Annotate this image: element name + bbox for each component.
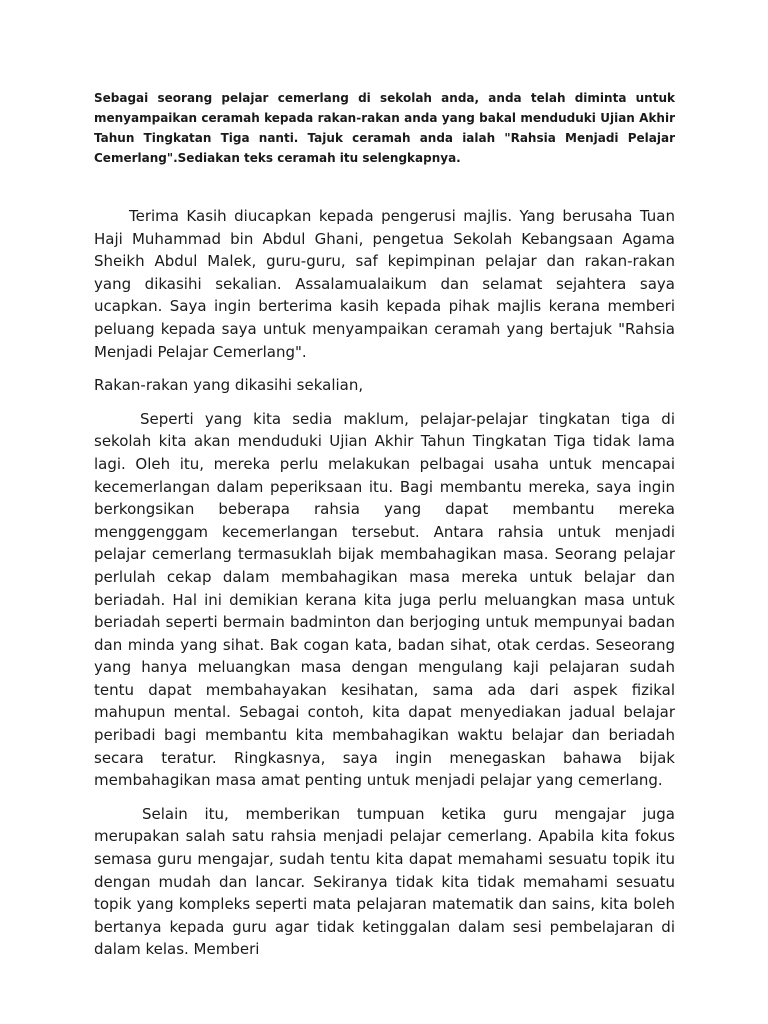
essay-question: Sebagai seorang pelajar cemerlang di sekolah anda, anda telah diminta untuk menyampaikan ceramah kepada rakan-rakan anda yang bakal menduduki Ujian Akhir Tahun Tingkatan Tiga nanti. Tajuk ceramah anda ialah "Rahsia Menjadi Pelajar Cemerlang".Sediakan teks ceramah itu selengkapnya.: [94, 91, 675, 165]
paragraph-opening: Terima Kasih diucapkan kepada pengerusi majlis. Yang berusaha Tuan Haji Muhammad bin Abdul Ghani, pengetua Sekolah Kebangsaan Agama Sheikh Abdul Malek, guru-guru, saf kepimpinan pelajar dan rakan-rakan yang dikasihi sekalian. Assalamualaikum dan selamat sejahtera saya ucapkan. Saya ingin berterima kasih kepada pihak majlis kerana memberi peluang kepada saya untuk menyampaikan ceramah yang bertajuk "Rahsia Menjadi Pelajar Cemerlang".: [94, 207, 675, 361]
essay-body: [94, 205, 675, 972]
paragraph-focus-in-class: Selain itu, memberikan tumpuan ketika guru mengajar juga merupakan salah satu rahsia menjadi pelajar cemerlang. Apabila kita fokus semasa guru mengajar, sudah tentu kita dapat memahami sesuatu topik itu dengan mudah dan lancar. Sekiranya tidak kita tidak memahami sesuatu topik yang kompleks seperti mata pelajaran matematik dan sains, kita boleh bertanya kepada guru agar tidak ketinggalan dalam sesi pembelajaran di dalam kelas. Memberi: [94, 804, 675, 959]
paragraph-greeting: Rakan-rakan yang dikasihi sekalian,: [94, 376, 364, 395]
paragraph-time-management: Seperti yang kita sedia maklum, pelajar-pelajar tingkatan tiga di sekolah kita akan menduduki Ujian Akhir Tahun Tingkatan Tiga tidak lama lagi. Oleh itu, mereka perlu melakukan pelbagai usaha untuk mencapai kecemerlangan dalam peperiksaan itu. Bagi membantu mereka, saya ingin berkongsikan beberapa rahsia yang dapat membantu mereka menggenggam kecemerlangan tersebut. Antara rahsia untuk menjadi pelajar cemerlang termasuklah bijak membahagikan masa. Seorang pelajar perlulah cekap dalam membahagikan masa mereka untuk belajar dan beriadah. Hal ini demikian kerana kita juga perlu meluangkan masa untuk beriadah seperti bermain badminton dan berjoging untuk mempunyai badan dan minda yang sihat. Bak cogan kata, badan sihat, otak cerdas. Seseorang yang hanya meluangkan masa dengan mengulang kaji pelajaran sudah tentu dapat membahayakan kesihatan, sama ada dari aspek fizikal mahupun mental. Sebagai contoh, kita dapat menyediakan jadual belajar peribadi bagi membantu kita membahagikan waktu belajar dan beriadah secara teratur. Ringkasnya, saya ingin menegaskan bahawa bijak membahagikan masa amat penting untuk menjadi pelajar yang cemerlang.: [94, 409, 675, 790]
